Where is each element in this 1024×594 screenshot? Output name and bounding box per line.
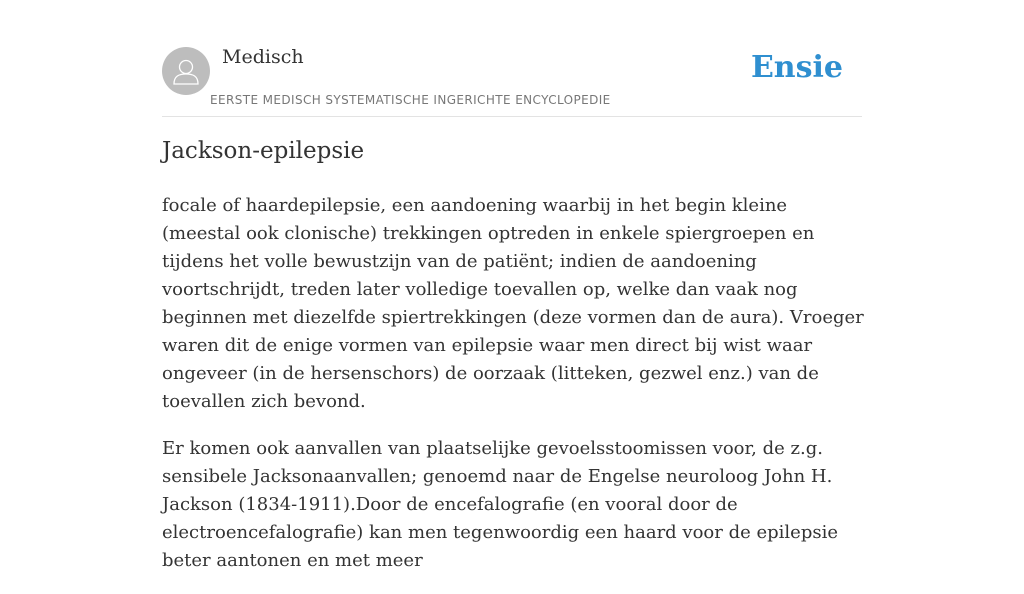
source-subtitle: EERSTE MEDISCH SYSTEMATISCHE INGERICHTE ENCYCLOPEDIE	[210, 93, 611, 107]
source-header	[162, 46, 862, 117]
source-name[interactable]: Medisch	[222, 46, 304, 68]
avatar[interactable]	[162, 47, 210, 95]
brand-logo-link[interactable]: Ensie	[750, 50, 843, 85]
user-icon	[162, 47, 210, 95]
article-paragraph: Er komen ook aanvallen van plaatselijke gevoelsstoomissen voor, de z.g. sensibele Jacksonaanvallen; genoemd naar de Engelse neuroloog John H. Jackson (1834-1911).Door de encefalografie (en vooral door de electroencefalografie) kan men tegenwoordig een haard voor de epilepsie beter aantonen en met meer	[162, 438, 838, 571]
page-title: Jackson-epilepsie	[162, 138, 365, 164]
article-body	[162, 192, 867, 594]
article-paragraph: focale of haardepilepsie, een aandoening waarbij in het begin kleine (meestal ook clonische) trekkingen optreden in enkele spiergroepen en tijdens het volle bewustzijn van de patiënt; indien de aandoening voortschrijdt, treden later volledige toevallen op, welke dan vaak nog beginnen met diezelfde spiertrekkingen (deze vormen dan de aura). Vroeger waren dit de enige vormen van epilepsie waar men direct bij wist waar ongeveer (in de hersenschors) de oorzaak (litteken, gezwel enz.) van de toevallen zich bevond.	[162, 195, 864, 412]
